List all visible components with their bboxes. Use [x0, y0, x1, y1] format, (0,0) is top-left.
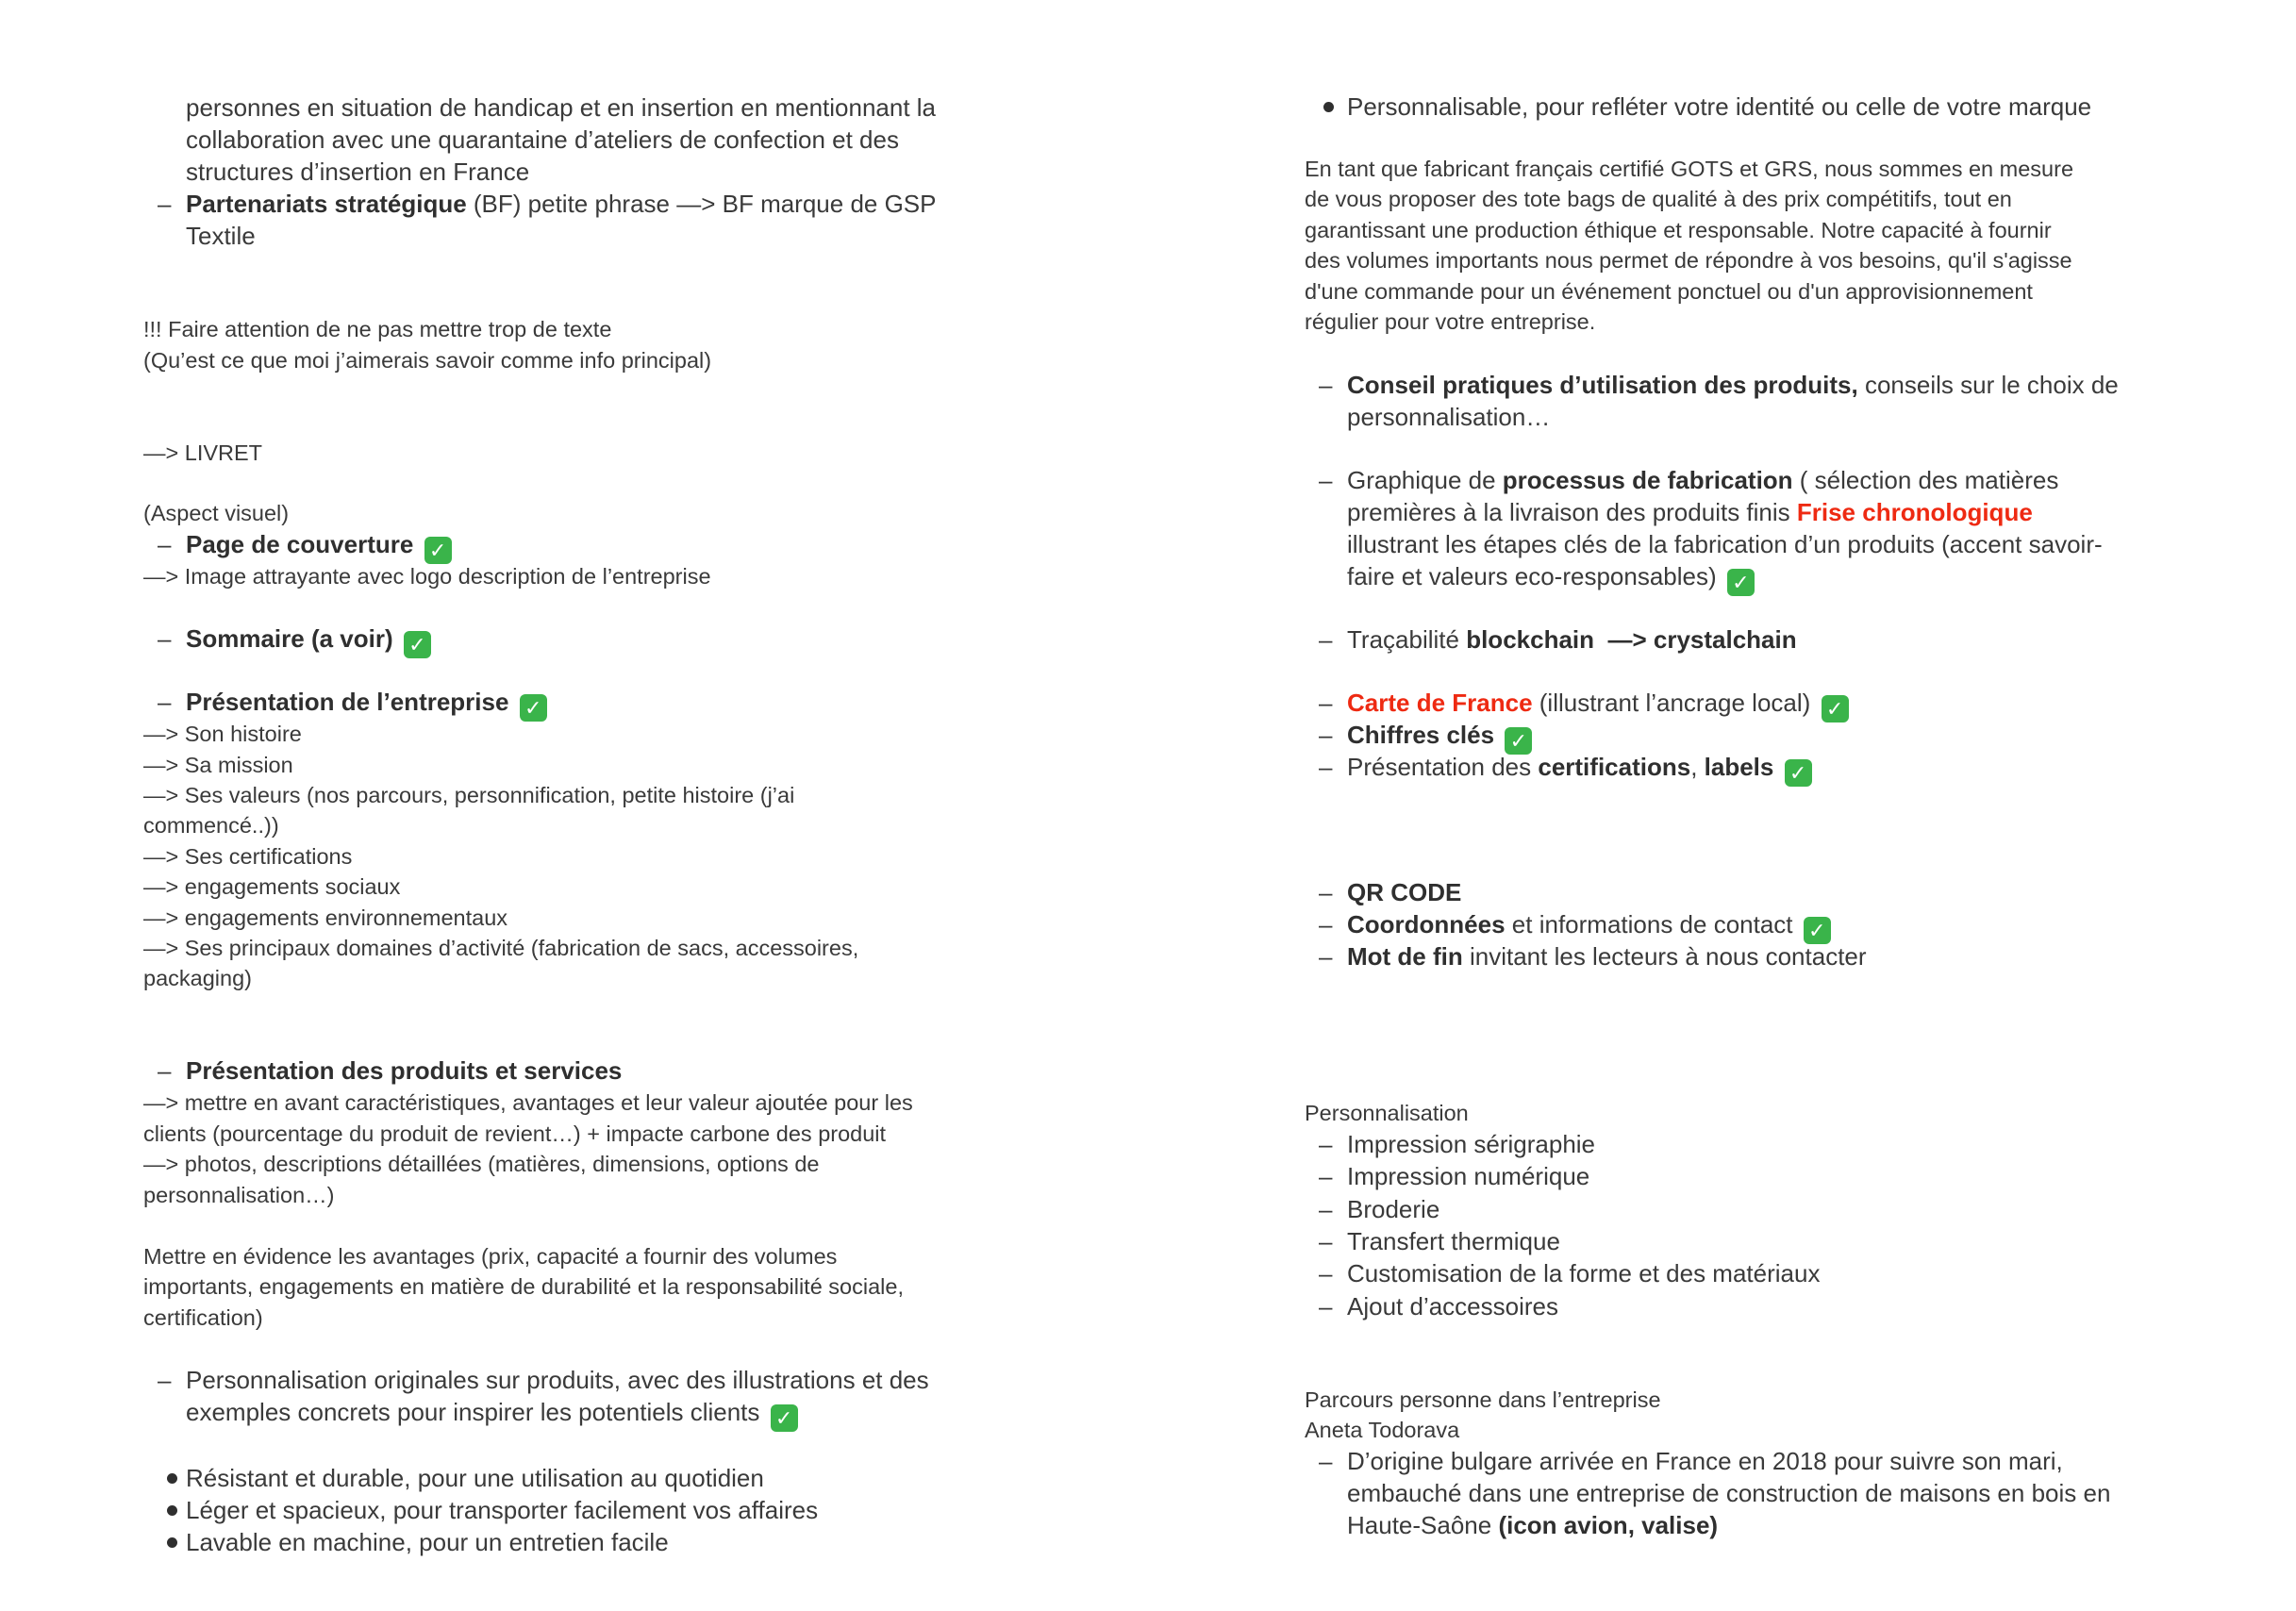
dash-marker: –	[1319, 1292, 1333, 1320]
frise-highlight: Frise chronologique	[1796, 498, 2033, 526]
conseil-text: conseils sur le choix de	[1857, 371, 2119, 399]
dash-marker: –	[1319, 371, 1333, 399]
attention-note: !!! Faire attention de ne pas mettre trop de texte	[143, 317, 612, 341]
avantages-line: certification)	[143, 1305, 263, 1330]
perso-list-item: Transfert thermique	[1347, 1227, 1560, 1255]
perso-text: exemples concrets pour inspirer les potentiels clients	[186, 1398, 760, 1426]
sommaire-label: Sommaire (a voir)	[186, 624, 393, 653]
graphique-text: ( sélection des matières	[1792, 466, 2059, 494]
parcours-text: Haute-Saône	[1347, 1511, 1499, 1539]
graphique-text: premières à la livraison des produits finis	[1347, 498, 1797, 526]
produits-subitem: clients (pourcentage du produit de revient…) + impacte carbone des produit	[143, 1121, 887, 1146]
presentation-subitem: commencé..))	[143, 813, 279, 838]
avantages-line: Mettre en évidence les avantages (prix, capacité a fournir des volumes	[143, 1244, 838, 1269]
carte-text: (illustrant l’ancrage local)	[1532, 689, 1811, 717]
checkmark-icon: ✓	[1822, 695, 1849, 722]
couverture-label: Page de couverture	[186, 530, 414, 558]
certifications-item	[1347, 751, 1812, 787]
certif-sep: ,	[1690, 753, 1705, 781]
dash-marker: –	[158, 688, 172, 716]
partenariats-text: (BF) petite phrase —> BF marque de GSP	[466, 190, 937, 218]
dash-marker: –	[158, 624, 172, 653]
parcours-line	[1347, 1509, 1718, 1541]
graphique-text: Graphique de	[1347, 466, 1503, 494]
parcours-name: Aneta Todorava	[1305, 1418, 1460, 1442]
bullet-dot	[167, 1537, 177, 1548]
graphique-item	[1347, 464, 2058, 496]
dash-marker: –	[158, 1366, 172, 1394]
perso-list-item: Impression numérique	[1347, 1162, 1590, 1190]
para-line: régulier pour votre entreprise.	[1305, 309, 1596, 334]
dash-marker: –	[1319, 625, 1333, 654]
dash-marker: –	[1319, 689, 1333, 717]
coordonnees-item	[1347, 908, 1831, 944]
perso-list-item: Impression sérigraphie	[1347, 1130, 1596, 1158]
avantages-line: importants, engagements en matière de durabilité et la responsabilité sociale,	[143, 1274, 904, 1299]
dash-marker: –	[158, 190, 172, 218]
bullet-item: Lavable en machine, pour un entretien facile	[186, 1528, 669, 1556]
dash-marker: –	[1319, 942, 1333, 971]
dash-marker: –	[1319, 1259, 1333, 1287]
presentation-subitem: —> engagements sociaux	[143, 874, 401, 899]
checkmark-icon: ✓	[771, 1404, 798, 1432]
presentation-subitem: —> Ses principaux domaines d’activité (fabrication de sacs, accessoires,	[143, 936, 859, 960]
conseil-line: personnalisation…	[1347, 403, 1551, 431]
perso-list-item: Ajout d’accessoires	[1347, 1292, 1558, 1320]
para-line: de vous proposer des tote bags de qualité à des prix compétitifs, tout en	[1305, 187, 2012, 211]
sommaire-item	[186, 623, 431, 658]
dash-marker: –	[1319, 878, 1333, 906]
coordonnees-text: et informations de contact	[1505, 910, 1793, 938]
parcours-icon-note: (icon avion, valise)	[1498, 1511, 1719, 1539]
dash-marker: –	[1319, 721, 1333, 749]
dash-marker: –	[1319, 1447, 1333, 1475]
para-line: des volumes importants nous permet de répondre à vos besoins, qu'il s'agisse	[1305, 248, 2072, 273]
graphique-line	[1347, 496, 2033, 528]
para-line: En tant que fabricant français certifié GOTS et GRS, nous sommes en mesure	[1305, 157, 2074, 181]
perso-list-item: Broderie	[1347, 1195, 1440, 1223]
graphique-line: illustrant les étapes clés de la fabrication d’un produits (accent savoir-	[1347, 530, 2103, 558]
checkmark-icon: ✓	[424, 537, 452, 564]
personnalisation-title: Personnalisation	[1305, 1101, 1469, 1125]
bullet-item: Résistant et durable, pour une utilisation au quotidien	[186, 1464, 764, 1492]
presentation-label: Présentation de l’entreprise	[186, 688, 509, 716]
presentation-subitem: —> Son histoire	[143, 722, 302, 746]
parcours-line: embauché dans une entreprise de construction de maisons en bois en	[1347, 1479, 2111, 1507]
chiffres-label: Chiffres clés	[1347, 721, 1495, 749]
dash-marker: –	[158, 530, 172, 558]
parcours-title: Parcours personne dans l’entreprise	[1305, 1387, 1661, 1412]
tracabilite-text: Traçabilité	[1347, 625, 1467, 654]
mot-de-fin-text: invitant les lecteurs à nous contacter	[1462, 942, 1867, 971]
para-line: d'une commande pour un événement ponctuel ou d'un approvisionnement	[1305, 279, 2033, 304]
mot-de-fin-item	[1347, 940, 1867, 972]
produits-label: Présentation des produits et services	[186, 1056, 623, 1085]
certif-text: Présentation des	[1347, 753, 1539, 781]
qr-code-label: QR CODE	[1347, 878, 1462, 906]
parcours-line: D’origine bulgare arrivée en France en 2018 pour suivre son mari,	[1347, 1447, 2063, 1475]
tracabilite-item	[1347, 623, 1797, 656]
attention-note: (Qu’est ce que moi j’aimerais savoir comme info principal)	[143, 348, 712, 373]
dash-marker: –	[1319, 910, 1333, 938]
intro-line: collaboration avec une quarantaine d’ateliers de confection et des	[186, 125, 899, 154]
presentation-subitem: —> Ses valeurs (nos parcours, personnification, petite histoire (j’ai	[143, 783, 795, 807]
dash-marker: –	[1319, 1130, 1333, 1158]
bullet-dot	[167, 1473, 177, 1484]
couverture-desc: —> Image attrayante avec logo description de l’entreprise	[143, 564, 711, 589]
checkmark-icon: ✓	[1804, 917, 1831, 944]
intro-line: personnes en situation de handicap et en insertion en mentionnant la	[186, 93, 937, 122]
presentation-subitem: —> Sa mission	[143, 753, 293, 777]
dash-marker: –	[1319, 1195, 1333, 1223]
bullet-item: Léger et spacieux, pour transporter facilement vos affaires	[186, 1496, 819, 1524]
perso-list-item: Customisation de la forme et des matériaux	[1347, 1259, 1821, 1287]
carte-item	[1347, 687, 1849, 722]
checkmark-icon: ✓	[404, 631, 431, 658]
bullet-dot	[1323, 102, 1334, 112]
produits-subitem: personnalisation…)	[143, 1183, 335, 1207]
presentation-subitem: packaging)	[143, 966, 252, 990]
partenariats-label: Partenariats stratégique	[186, 190, 467, 218]
carte-highlight: Carte de France	[1347, 689, 1533, 717]
para-line: garantissant une production éthique et responsable. Notre capacité à fournir	[1305, 218, 2052, 242]
conseil-item	[1347, 369, 2119, 401]
perso-line-2	[186, 1396, 798, 1432]
aspect-heading: (Aspect visuel)	[143, 501, 290, 525]
dash-marker: –	[1319, 466, 1333, 494]
presentation-subitem: —> engagements environnementaux	[143, 905, 508, 930]
presentation-item	[186, 686, 547, 722]
produits-subitem: —> photos, descriptions détaillées (matières, dimensions, options de	[143, 1152, 820, 1176]
dash-marker: –	[158, 1056, 172, 1085]
dash-marker: –	[1319, 1227, 1333, 1255]
perso-line: Personnalisation originales sur produits, avec des illustrations et des	[186, 1366, 929, 1394]
livret-heading: —> LIVRET	[143, 440, 263, 465]
checkmark-icon: ✓	[1505, 727, 1532, 755]
chiffres-item	[1347, 719, 1532, 755]
couverture-item	[186, 528, 452, 564]
tracabilite-label: blockchain —> crystalchain	[1466, 625, 1797, 654]
bullet-item: Personnalisable, pour refléter votre identité ou celle de votre marque	[1347, 92, 2092, 121]
produits-subitem: —> mettre en avant caractéristiques, avantages et leur valeur ajoutée pour les	[143, 1090, 913, 1115]
dash-marker: –	[1319, 1162, 1333, 1190]
checkmark-icon: ✓	[520, 694, 547, 722]
checkmark-icon: ✓	[1785, 759, 1812, 787]
labels-label: labels	[1704, 753, 1774, 781]
graphique-label: processus de fabrication	[1502, 466, 1793, 494]
certif-label: certifications	[1538, 753, 1691, 781]
conseil-label: Conseil pratiques d’utilisation des produits,	[1347, 371, 1858, 399]
graphique-text: faire et valeurs eco-responsables)	[1347, 562, 1717, 590]
mot-de-fin-label: Mot de fin	[1347, 942, 1463, 971]
coordonnees-label: Coordonnées	[1347, 910, 1506, 938]
graphique-line	[1347, 560, 1755, 596]
intro-line: structures d’insertion en France	[186, 158, 530, 186]
dash-marker: –	[1319, 753, 1333, 781]
bullet-dot	[167, 1505, 177, 1516]
partenariats-item	[186, 188, 937, 220]
partenariats-line: Textile	[186, 222, 256, 250]
presentation-subitem: —> Ses certifications	[143, 844, 353, 869]
checkmark-icon: ✓	[1727, 569, 1755, 596]
